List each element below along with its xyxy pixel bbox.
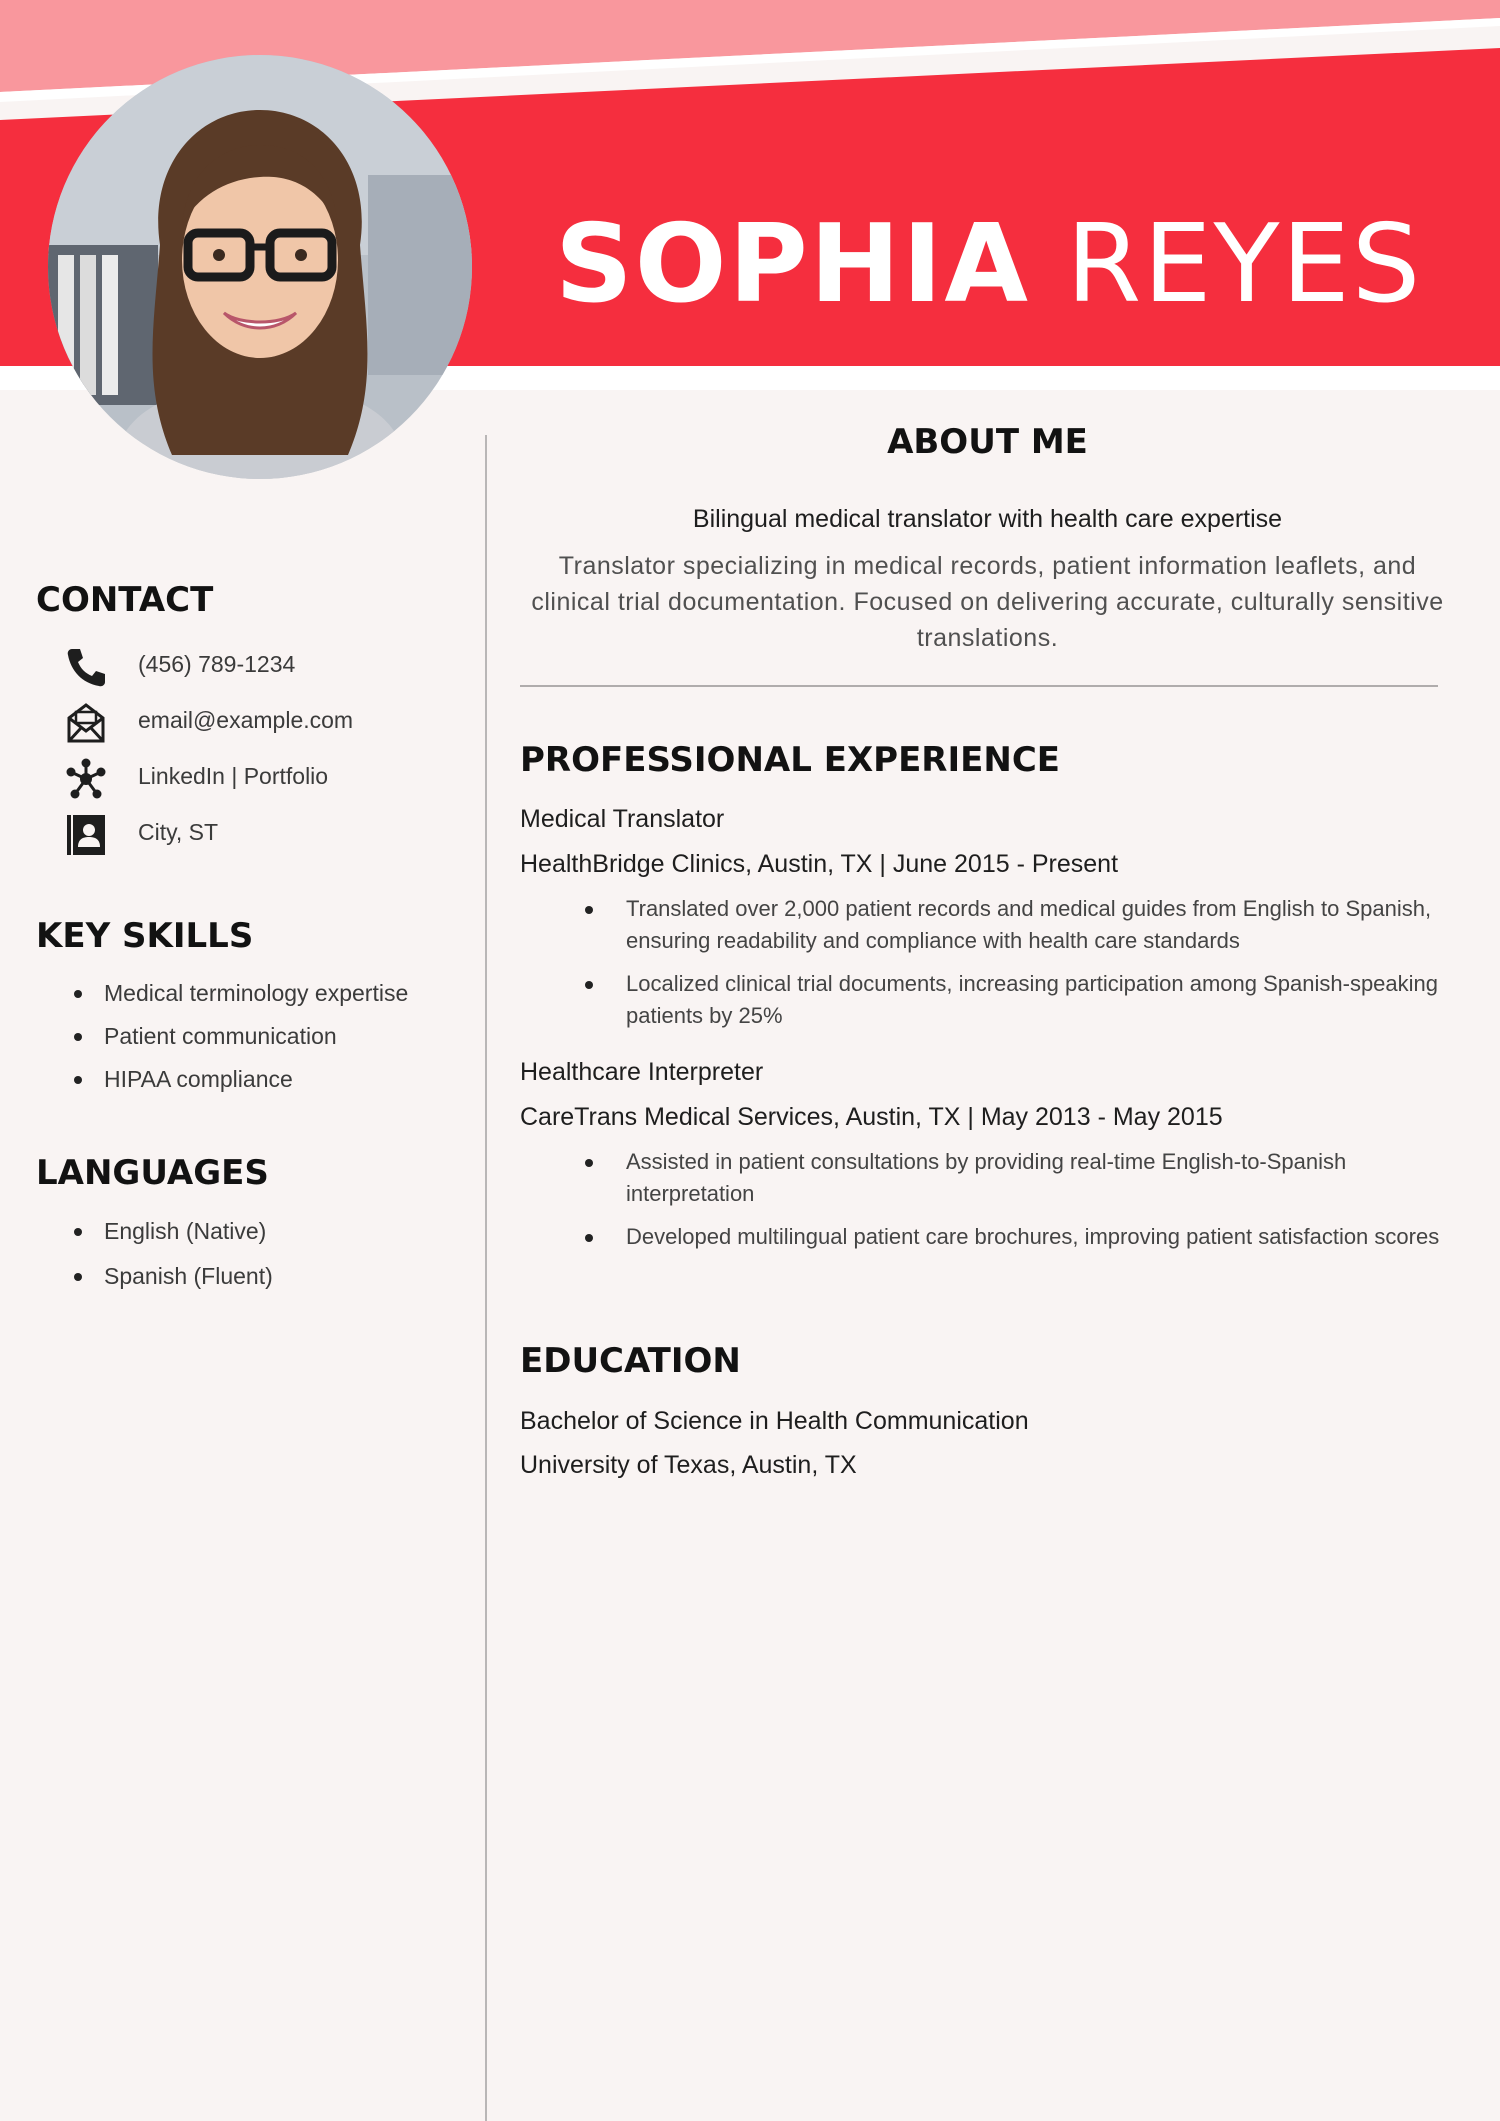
experience-title: PROFESSIONAL EXPERIENCE <box>520 740 1060 780</box>
contact-item-location <box>60 813 460 869</box>
education-degree: Bachelor of Science in Health Communication <box>520 1407 1029 1435</box>
column-divider <box>485 435 487 2121</box>
contact-item-email <box>60 701 460 757</box>
list-item: HIPAA compliance <box>66 1065 408 1108</box>
contact-list <box>60 645 460 869</box>
first-name: SOPHIA <box>555 202 1030 327</box>
list-item: Medical terminology expertise <box>66 979 408 1022</box>
about-title: ABOUT ME <box>887 422 1088 462</box>
contact-location: City, ST <box>138 819 219 845</box>
languages-title: LANGUAGES <box>36 1153 269 1193</box>
list-item: Spanish (Fluent) <box>66 1262 273 1307</box>
education-title: EDUCATION <box>520 1341 741 1381</box>
education-school: University of Texas, Austin, TX <box>520 1451 857 1479</box>
network-icon <box>64 757 108 801</box>
skills-title: KEY SKILLS <box>36 916 254 956</box>
job-company: CareTrans Medical Services, Austin, TX | May 2013 - May 2015 <box>520 1103 1223 1131</box>
candidate-name <box>555 200 1455 330</box>
languages-list <box>66 1217 273 1307</box>
job-title: Healthcare Interpreter <box>520 1058 764 1086</box>
about-subtitle: Bilingual medical translator with health care expertise <box>692 505 1283 533</box>
phone-icon <box>64 645 108 689</box>
list-item: Patient communication <box>66 1022 408 1065</box>
job-title: Medical Translator <box>520 805 725 833</box>
profile-photo <box>48 55 472 479</box>
job-company: HealthBridge Clinics, Austin, TX | June 2015 - Present <box>520 850 1119 878</box>
section-divider <box>520 685 1438 687</box>
job-bullets <box>580 893 1460 1043</box>
contact-title: CONTACT <box>36 580 214 620</box>
list-item: Localized clinical trial documents, increasing participation among Spanish-speaking patients by 25% <box>580 968 1460 1032</box>
contact-phone: (456) 789-1234 <box>138 651 296 677</box>
list-item: Developed multilingual patient care brochures, improving patient satisfaction scores <box>580 1221 1460 1253</box>
skills-list <box>66 979 408 1108</box>
contact-item-phone <box>60 645 460 701</box>
list-item: Assisted in patient consultations by providing real-time English-to-Spanish interpretation <box>580 1146 1460 1210</box>
contact-email[interactable]: email@example.com <box>138 707 354 733</box>
contact-item-links <box>60 757 460 813</box>
job-bullets <box>580 1146 1460 1264</box>
last-name: REYES <box>1066 202 1423 327</box>
contact-links[interactable]: LinkedIn | Portfolio <box>138 763 329 789</box>
list-item: Translated over 2,000 patient records and medical guides from English to Spanish, ensuring readability and compliance with health care standards <box>580 893 1460 957</box>
envelope-icon <box>64 701 108 745</box>
address-book-icon <box>64 813 108 857</box>
about-body: Translator specializing in medical records, patient information leaflets, and clinical trial documentation. Focused on delivering accurate, culturally sensitive translations. <box>531 552 1444 652</box>
list-item: English (Native) <box>66 1217 273 1262</box>
